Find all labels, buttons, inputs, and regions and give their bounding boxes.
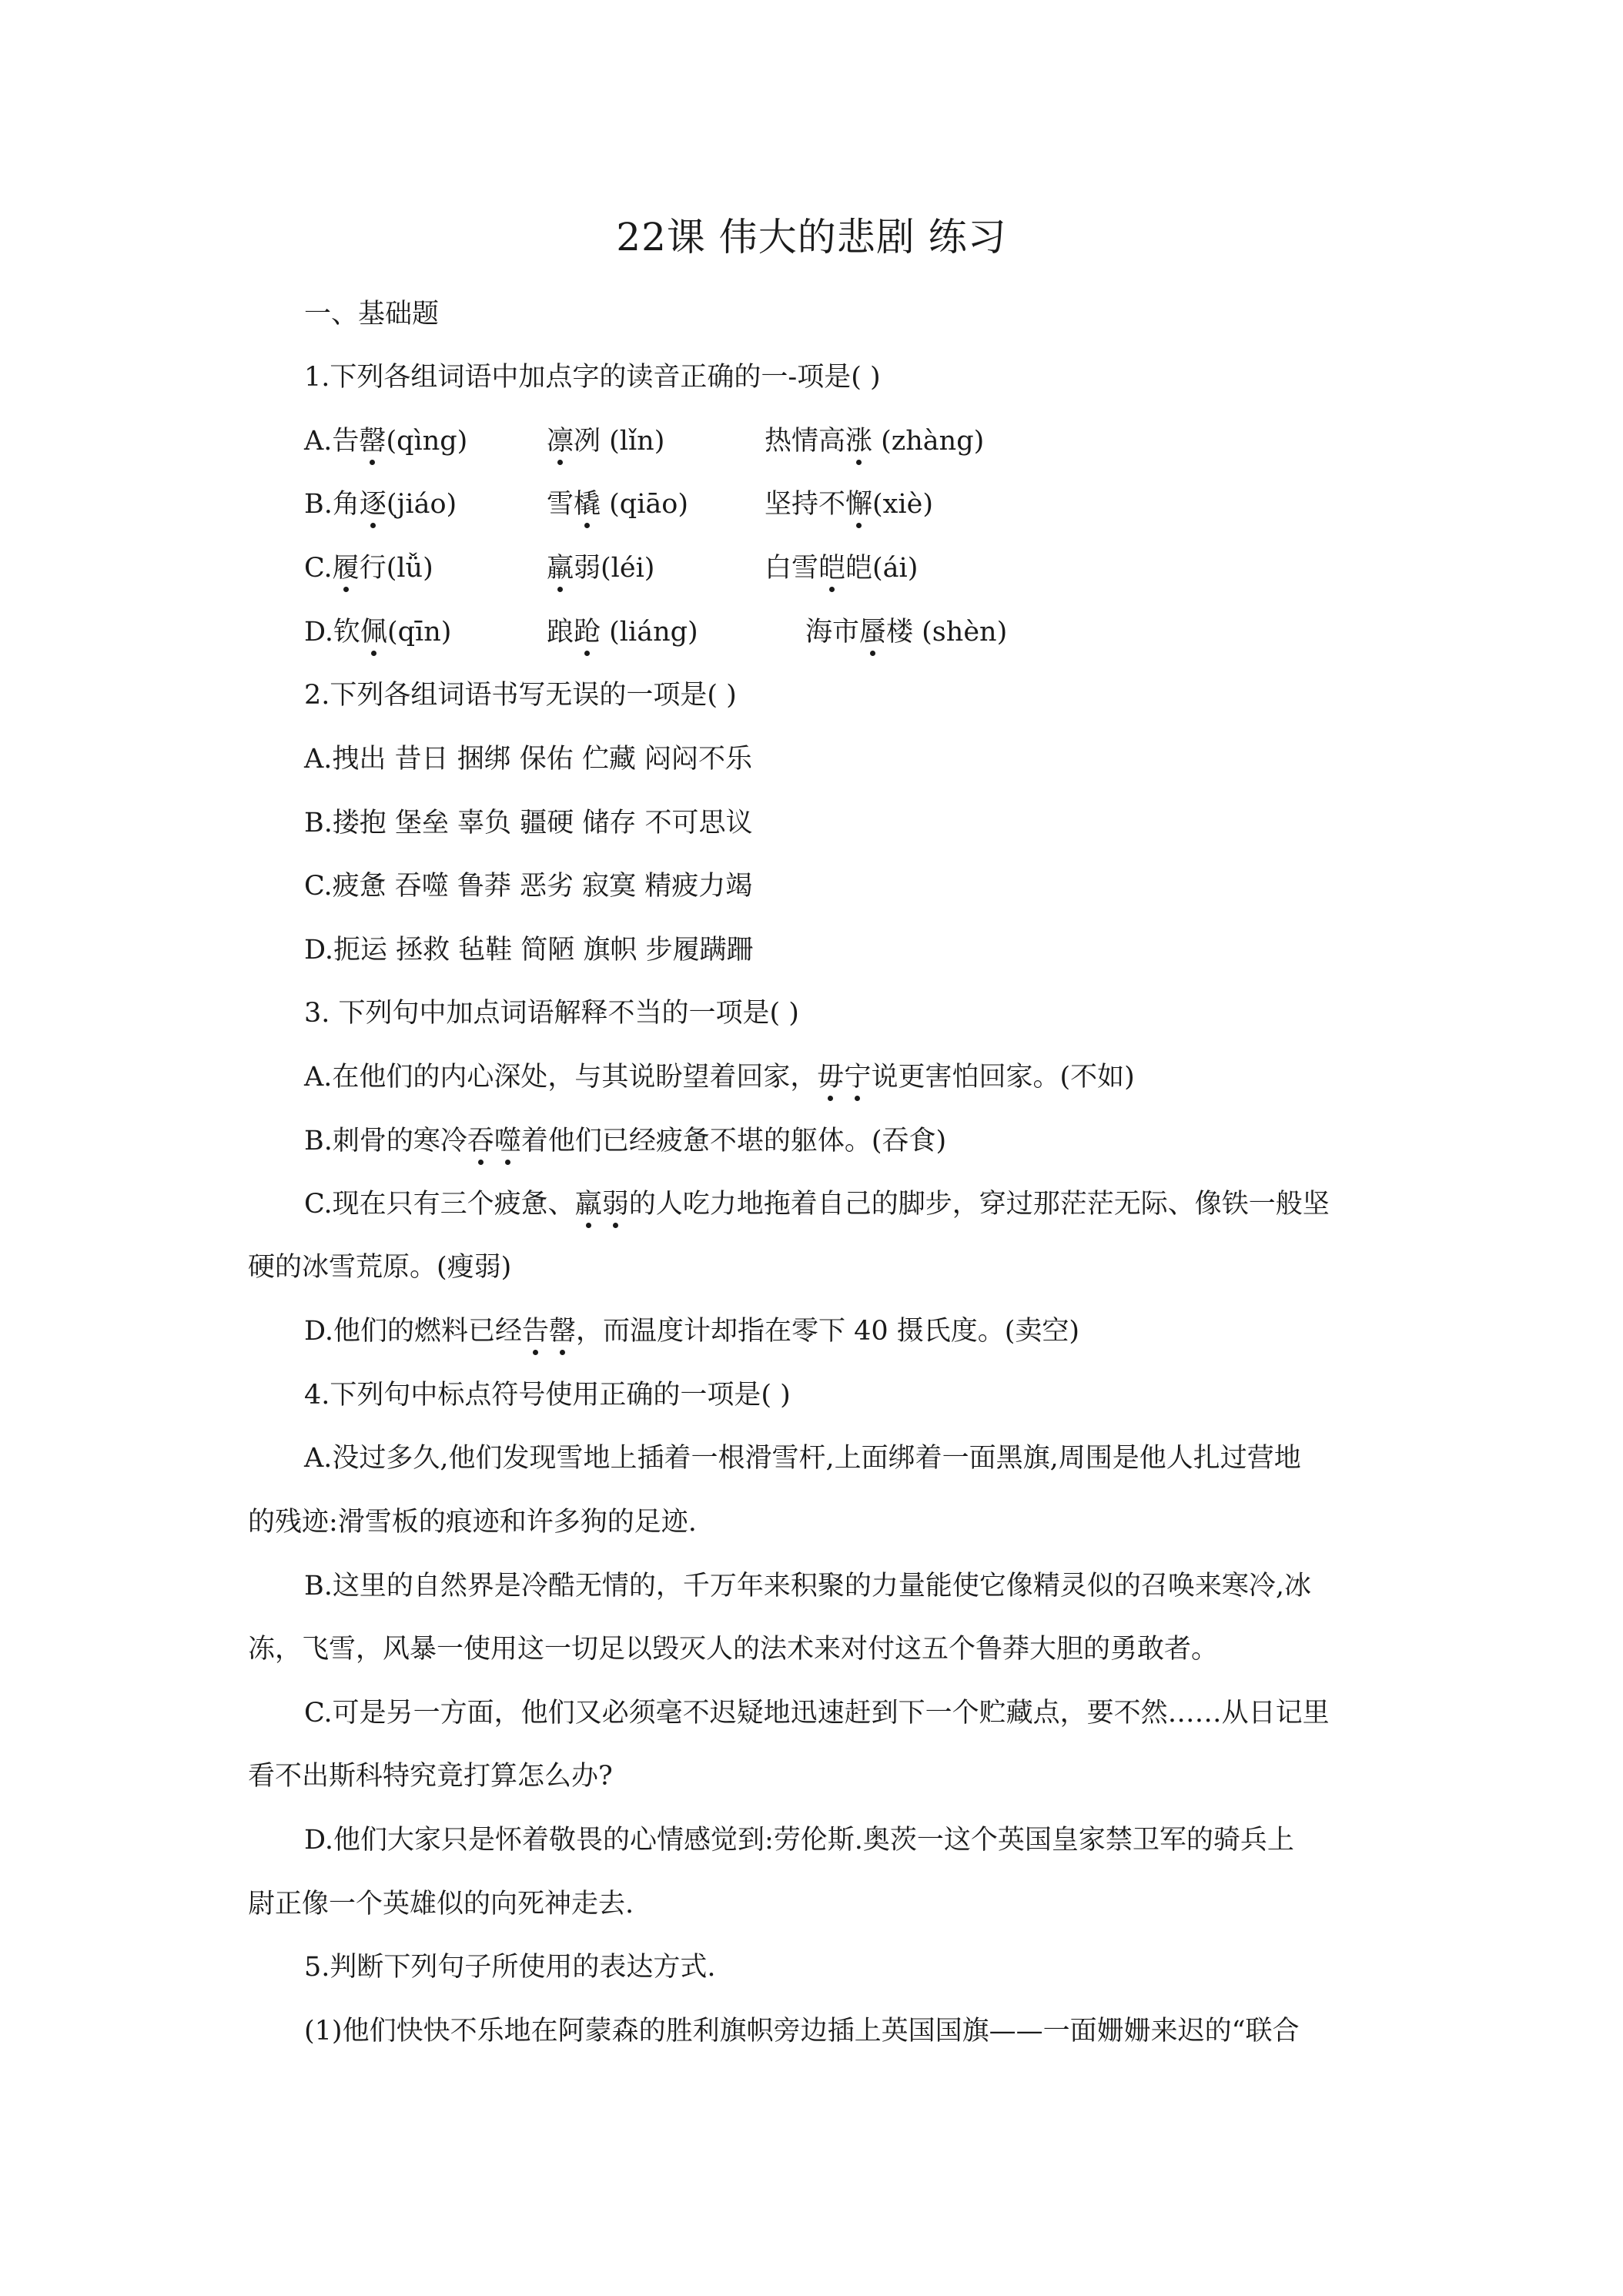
q5-item-1: (1)他们快快不乐地在阿蒙森的胜利旗帜旁边插上英国国旗——一面姗姗来迟的“联合	[304, 2016, 1300, 2047]
q1-b-word2: 雪橇 (qiāo)	[547, 489, 689, 520]
q1-stem: 1.下列各组词语中加点字的读音正确的一-项是( )	[304, 362, 881, 393]
q2-option-b: B.搂抱 堡垒 辜负 疆硬 储存 不可思议	[304, 808, 753, 838]
q3-option-b: B.刺骨的寒冷吞噬着他们已经疲惫不堪的躯体。(吞食)	[304, 1126, 947, 1156]
q1-c-word3: 白雪皑皑(ái)	[765, 553, 919, 584]
q3-option-c-cont: 硬的冰雪荒原。(瘦弱)	[248, 1252, 512, 1283]
q4-option-a: A.没过多久,他们发现雪地上插着一根滑雪杆,上面绑着一面黑旗,周围是他人扎过营地	[304, 1443, 1301, 1474]
q5-stem: 5.判断下列句子所使用的表达方式.	[304, 1952, 716, 1983]
q4-option-b-cont: 冻，飞雪，风暴一使用这一切足以毁灭人的法术来对付这五个鲁莽大胆的勇敢者。	[248, 1634, 1219, 1665]
q2-option-c: C.疲惫 吞噬 鲁莽 恶劣 寂寞 精疲力竭	[304, 871, 753, 902]
q1-c-word1: C.履行(lǚ)	[304, 553, 433, 584]
q4-option-d: D.他们大家只是怀着敬畏的心情感觉到:劳伦斯.奥茨一这个英国皇家禁卫军的骑兵上	[304, 1825, 1294, 1856]
page-title: 22课 伟大的悲剧 练习	[616, 215, 1007, 259]
q1-c-word2: 羸弱(léi)	[547, 553, 655, 584]
q4-option-c-cont: 看不出斯科特究竟打算怎么办?	[248, 1761, 613, 1792]
q1-d-word2: 踉跄 (liáng)	[547, 617, 698, 648]
q1-b-word3: 坚持不懈(xiè)	[765, 489, 933, 520]
q2-stem: 2.下列各组词语书写无误的一项是( )	[304, 680, 737, 711]
q1-a-word3: 热情高涨 (zhàng)	[765, 426, 985, 457]
q2-option-d: D.扼运 拯救 毡鞋 简陋 旗帜 步履蹒跚	[304, 935, 754, 966]
q4-option-a-cont: 的残迹:滑雪板的痕迹和许多狗的足迹.	[248, 1507, 697, 1538]
q3-stem: 3. 下列句中加点词语解释不当的一项是( )	[304, 998, 799, 1029]
q3-option-c: C.现在只有三个疲惫、羸弱的人吃力地拖着自己的脚步，穿过那茫茫无际、像铁一般坚	[304, 1189, 1330, 1220]
q4-stem: 4.下列句中标点符号使用正确的一项是( )	[304, 1380, 791, 1411]
q1-b-word1: B.角逐(jiáo)	[304, 489, 457, 520]
q4-option-b: B.这里的自然界是冷酷无情的，千万年来积聚的力量能使它像精灵似的召唤来寒冷,冰	[304, 1571, 1311, 1602]
q1-d-word3: 海市蜃楼 (shèn)	[805, 617, 1008, 648]
q1-a-word2: 凛冽 (lǐn)	[547, 426, 665, 457]
q2-option-a: A.拽出 昔日 捆绑 保佑 伫藏 闷闷不乐	[304, 744, 753, 775]
section-heading: 一、基础题	[304, 299, 440, 330]
q4-option-d-cont: 尉正像一个英雄似的向死神走去.	[248, 1889, 634, 1919]
q1-a-word1: A.告罄(qìng)	[304, 426, 468, 457]
q3-option-a: A.在他们的内心深处，与其说盼望着回家，毋宁说更害怕回家。(不如)	[304, 1062, 1135, 1093]
q4-option-c: C.可是另一方面，他们又必须毫不迟疑地迅速赶到下一个贮藏点，要不然……从日记里	[304, 1698, 1330, 1729]
q3-option-d: D.他们的燃料已经告罄，而温度计却指在零下 40 摄氏度。(卖空)	[304, 1316, 1080, 1347]
q1-d-word1: D.钦佩(qīn)	[304, 617, 452, 648]
